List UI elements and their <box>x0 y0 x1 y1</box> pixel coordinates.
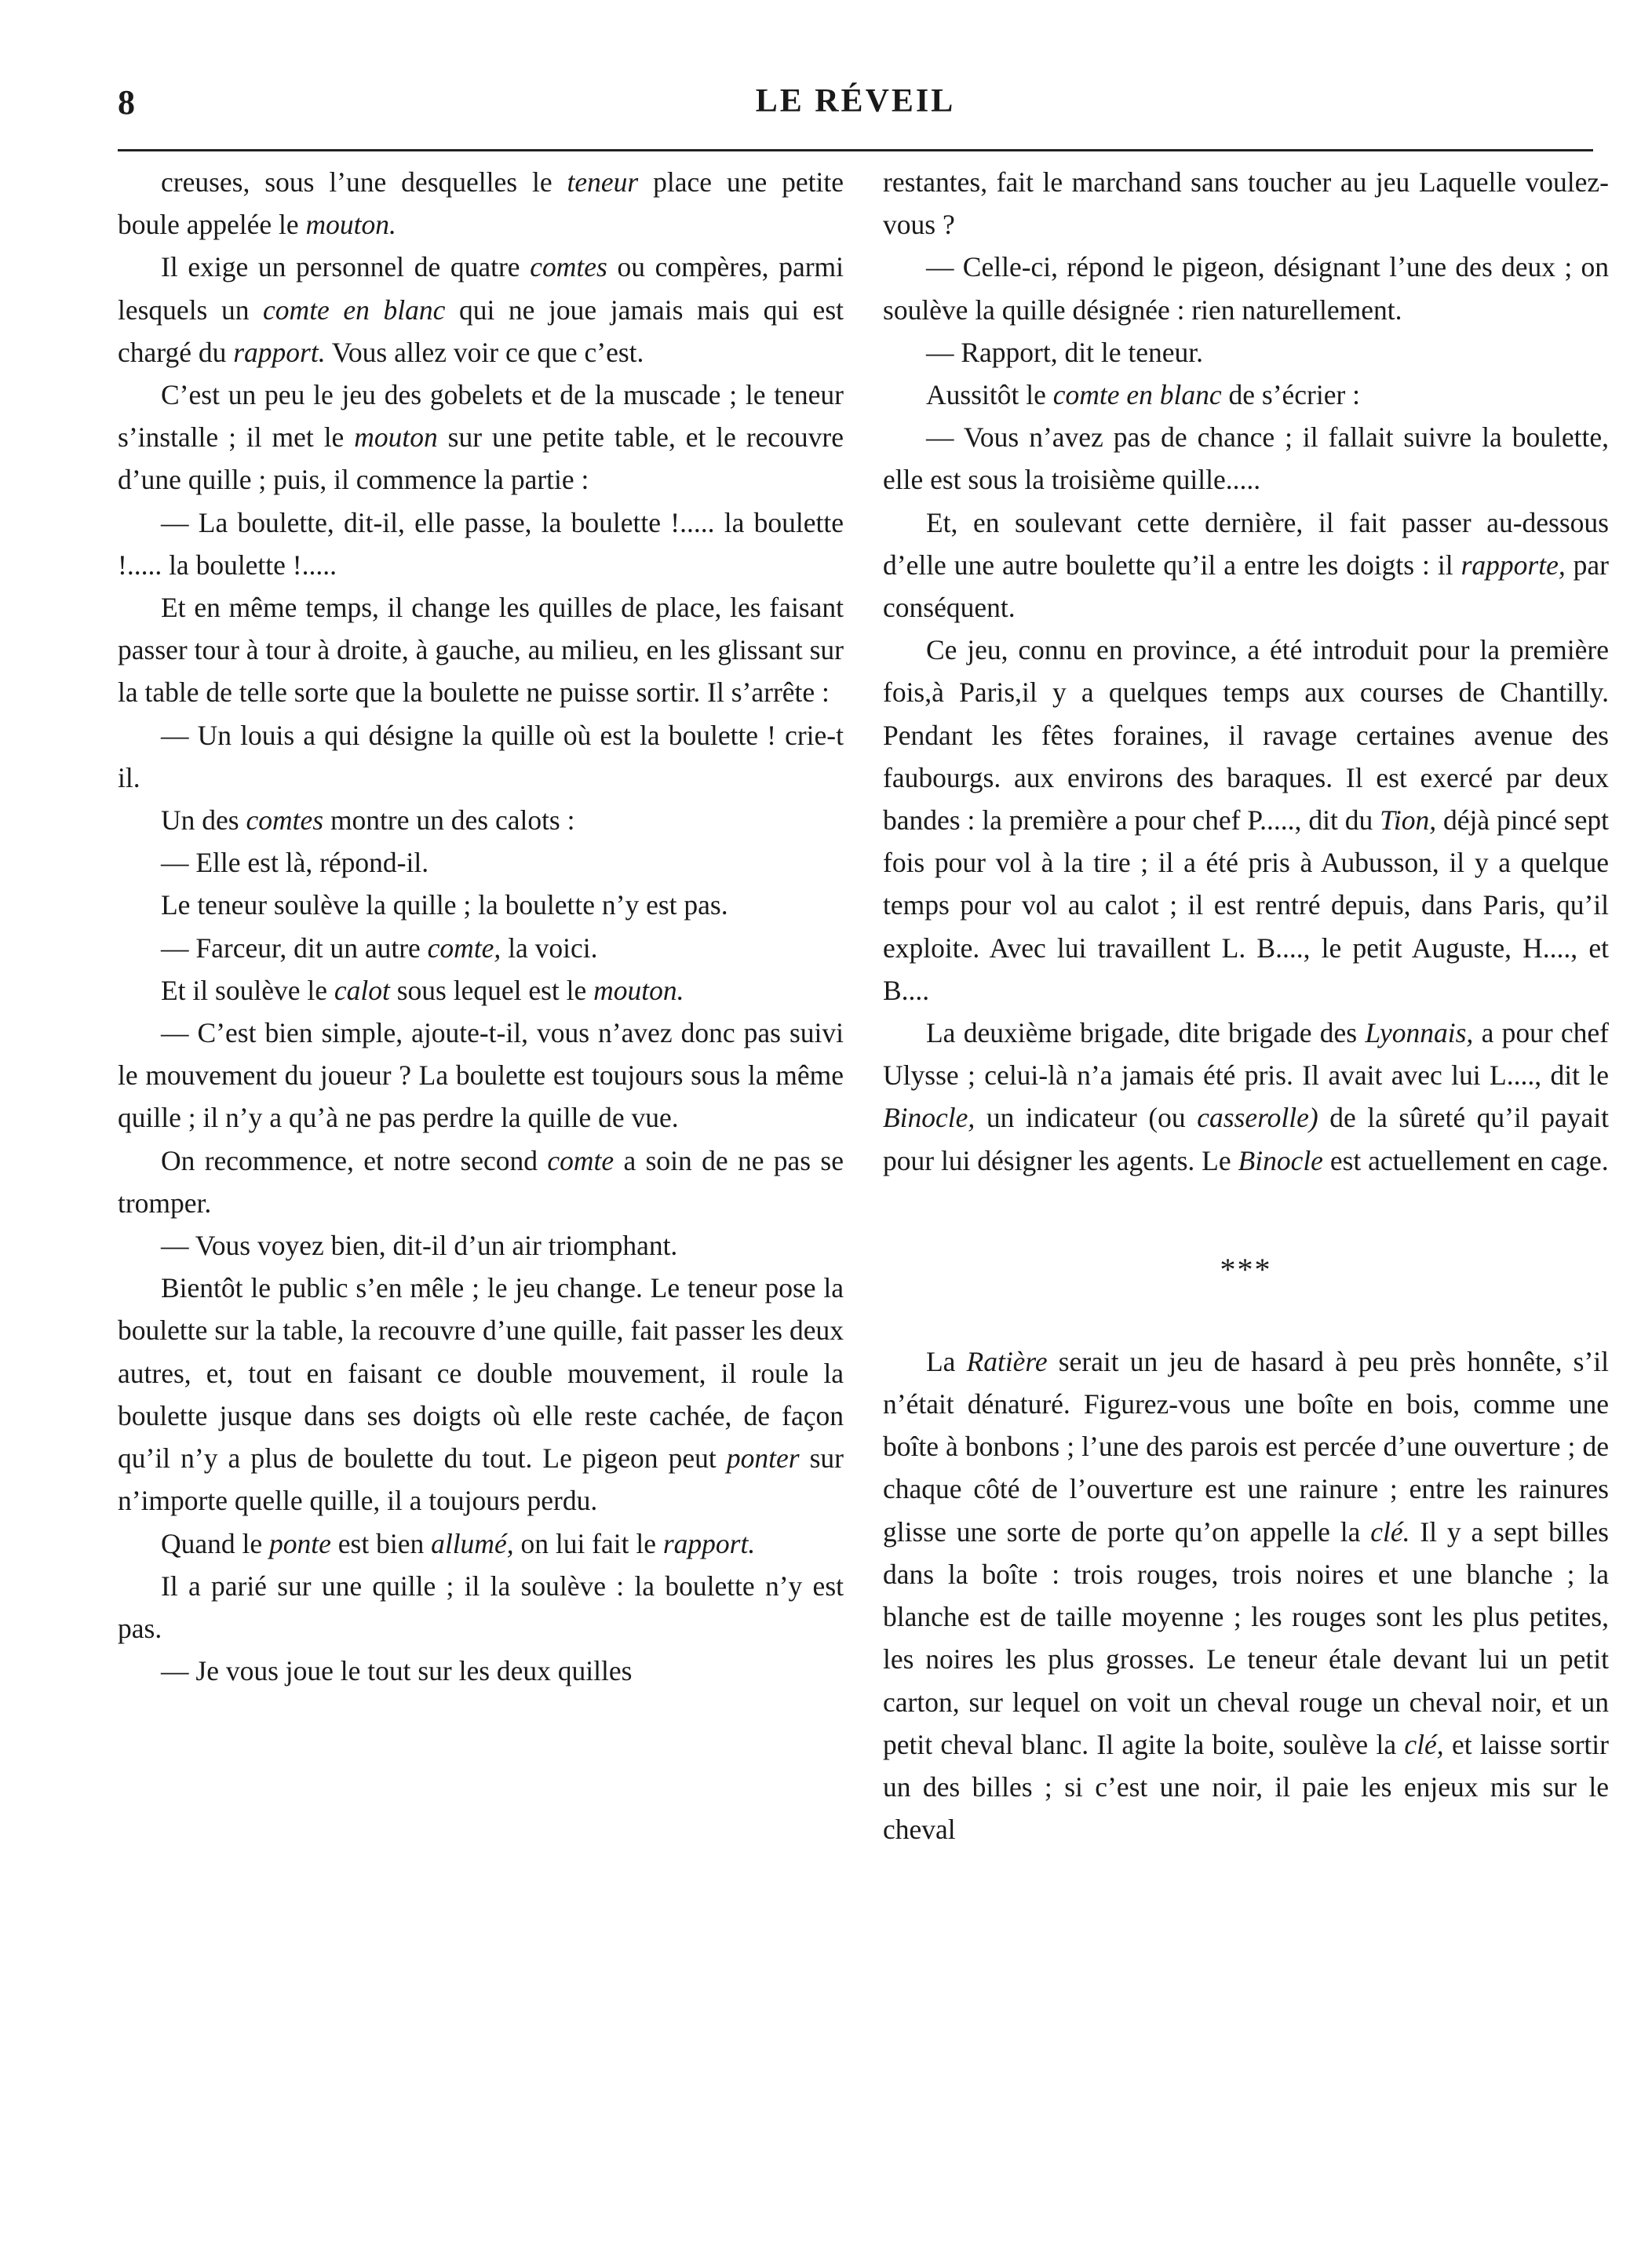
journal-title: LE RÉVEIL <box>755 83 956 119</box>
text-run: qui ne joue jamais mais qui est chargé du <box>118 294 844 368</box>
text-run: par conséquent. <box>883 549 1609 624</box>
text-run: Ce jeu, connu en province, a été introduit pour la première fois,à Paris,il y a quelques temps aux courses de Chantilly. Pendant les fêtes foraines, il ravage certaines avenue des faubourgs. aux environs des baraques. Il est exercé par deux bandes : la première a pour chef P....., dit du <box>883 634 1609 837</box>
text-run: — Vous n’avez pas de chance ; il fallait suivre la boulette, elle est sous la troisième quille..... <box>883 421 1609 496</box>
paragraph <box>118 374 844 501</box>
text-run: — Elle est là, répond-il. <box>161 847 429 879</box>
text-run: Quand le <box>161 1527 270 1559</box>
paragraph <box>883 629 1609 1012</box>
italic-term: rapport. <box>233 336 326 368</box>
paragraph <box>118 1012 844 1139</box>
paragraph <box>118 927 844 969</box>
text-run: sur n’importe quelle quille, il a toujours perdu. <box>118 1442 844 1517</box>
text-run: Et, en soulevant cette dernière, il fait passer au-dessous d’elle une autre boulette qu’il a entre les doigts : il <box>883 506 1609 581</box>
paragraph <box>118 586 844 714</box>
paragraph <box>883 1012 1609 1182</box>
italic-term: teneur <box>567 166 639 198</box>
italic-term: Lyonnais, <box>1365 1017 1474 1049</box>
text-run: — Rapport, dit le teneur. <box>926 336 1203 368</box>
paragraph <box>118 799 844 841</box>
right-column-bottom <box>883 1340 1609 1850</box>
text-run: La deuxième brigade, dite brigade des <box>926 1017 1366 1049</box>
italic-term: comte en blanc <box>263 294 446 326</box>
italic-term: comtes <box>530 251 607 283</box>
paragraph <box>118 969 844 1012</box>
italic-term: comte en blanc <box>1052 379 1222 411</box>
text-run: Et il soulève le <box>161 974 334 1006</box>
text-run: un indicateur (ou <box>975 1102 1198 1134</box>
text-run: on lui fait le <box>513 1527 663 1559</box>
text-run: Un des <box>161 804 246 837</box>
text-run: Il a parié sur une quille ; il la soulève : la boulette n’y est pas. <box>118 1570 844 1644</box>
page-number: 8 <box>118 83 135 122</box>
text-run: est actuellement en cage. <box>1322 1144 1609 1176</box>
page-header <box>118 82 1593 129</box>
text-run: On recommence, et notre second <box>161 1144 548 1176</box>
italic-term: comte <box>547 1144 614 1176</box>
text-run: de s’écrier : <box>1221 379 1361 411</box>
text-run: est bien <box>330 1527 432 1559</box>
italic-term: Binocle, <box>883 1102 976 1134</box>
paragraph <box>118 1522 844 1565</box>
paragraph <box>883 331 1609 374</box>
text-run: a soin de ne pas se tromper. <box>118 1144 844 1219</box>
text-run: place une petite boule appelée le <box>118 166 844 241</box>
text-run: restantes, fait le marchand sans toucher au jeu Laquelle voulez-vous ? <box>883 166 1609 241</box>
section-separator: *** <box>1220 1251 1272 1287</box>
paragraph <box>883 374 1609 416</box>
text-run: Le teneur soulève la quille ; la boulette n’y est pas. <box>161 889 728 921</box>
paragraph <box>118 714 844 799</box>
italic-term: Binocle <box>1238 1144 1323 1176</box>
text-run: de la sûreté qu’il payait pour lui désigner les agents. Le <box>883 1102 1609 1176</box>
text-run: La <box>926 1345 967 1377</box>
text-run: Il y a sept billes dans la boîte : trois rouges, trois noires et une blanche ; la blanche est de taille moyenne ; les rouges sont les plus petites, les noires les plus grosses. Le teneur étale devant lui un petit carton, sur lequel on voit un cheval rouge un cheval noir, et un petit cheval blanc. Il agite la boite, soulève la <box>883 1515 1609 1760</box>
text-run: Vous allez voir ce que c’est. <box>325 336 644 368</box>
paragraph <box>118 246 844 374</box>
text-run: sous lequel est le <box>389 974 594 1006</box>
right-column-top <box>883 161 1609 1182</box>
italic-term: rapport. <box>662 1527 756 1559</box>
text-run: — Un louis a qui désigne la quille où est la boulette ! crie-t il. <box>118 719 844 793</box>
paragraph <box>118 1139 844 1224</box>
paragraph <box>118 161 844 246</box>
paragraph <box>118 884 844 926</box>
paragraph <box>118 1224 844 1267</box>
italic-term: mouton. <box>593 974 684 1006</box>
text-run: — Celle-ci, répond le pigeon, désignant l’une des deux ; on soulève la quille désignée : rien naturellement. <box>883 251 1609 326</box>
text-run: Il exige un personnel de quatre <box>161 251 531 283</box>
right-column <box>883 161 1609 1850</box>
text-run: déjà pincé sept fois pour vol à la tire ; il a été pris à Aubusson, il y a quelque temps pour vol au calot ; il est rentré depuis, dans Paris, qu’il exploite. Avec lui travaillent L. B...., le petit Auguste, H...., et B.... <box>883 804 1609 1006</box>
paragraph <box>883 416 1609 501</box>
paragraph <box>883 1340 1609 1850</box>
left-column <box>118 161 844 1692</box>
text-run: — Je vous joue le tout sur les deux quilles <box>161 1655 633 1687</box>
text-run: Et en même temps, il change les quilles de place, les faisant passer tour à tour à droite, à gauche, au milieu, en les glissant sur la table de telle sorte que la boulette ne puisse sortir. Il s’arrête : <box>118 592 844 709</box>
header-rule <box>118 149 1593 151</box>
text-run: Aussitôt le <box>926 379 1053 411</box>
italic-term: mouton <box>354 421 438 454</box>
paragraph <box>118 1565 844 1650</box>
text-run: ou compères, parmi lesquels un <box>118 251 844 326</box>
text-run: a pour chef Ulysse ; celui-là n’a jamais été pris. Il avait avec lui L...., dit le <box>883 1017 1609 1092</box>
italic-term: Ratière <box>966 1345 1048 1377</box>
text-run: montre un des calots : <box>323 804 575 837</box>
text-run: serait un jeu de hasard à peu près honnête, s’il n’était dénaturé. Figurez-vous une boîte en bois, comme une boîte à bonbons ; l’une des parois est percée d’une ouverture ; de chaque côté de l’ouverture est une rainure ; entre les rainures glisse une sorte de porte qu’on appelle la <box>883 1345 1609 1548</box>
italic-term: ponte <box>269 1527 331 1559</box>
paragraph <box>883 501 1609 629</box>
text-run: C’est un peu le jeu des gobelets et de la muscade ; le teneur s’installe ; il met le <box>118 379 844 454</box>
text-run: — C’est bien simple, ajoute-t-il, vous n’avez donc pas suivi le mouvement du joueur ? La boulette est toujours sous la même quille ; il n’y a qu’à ne pas perdre la quille de vue. <box>118 1017 844 1134</box>
paragraph <box>118 1267 844 1522</box>
italic-term: casserolle) <box>1197 1102 1318 1134</box>
paragraph <box>118 501 844 586</box>
text-run: — La boulette, dit-il, elle passe, la boulette !..... la boulette !..... la boulette !..... <box>118 506 844 581</box>
text-run: Bientôt le public s’en mêle ; le jeu change. Le teneur pose la boulette sur la table, la recouvre d’une quille, fait passer les deux autres, et, tout en faisant ce double mouvement, il roule la boulette jusque dans ses doigts où elle reste cachée, de façon qu’il n’y a plus de boulette du tout. Le pigeon peut <box>118 1272 844 1475</box>
italic-term: rapporte, <box>1461 549 1566 581</box>
italic-term: mouton. <box>305 209 396 241</box>
paragraph <box>883 246 1609 330</box>
text-run: — Farceur, dit un autre <box>161 932 428 964</box>
text-run: creuses, sous l’une desquelles le <box>161 166 567 198</box>
italic-term: clé. <box>1370 1515 1410 1548</box>
text-run: — Vous voyez bien, dit-il d’un air triomphant. <box>161 1230 678 1262</box>
paragraph <box>118 841 844 884</box>
italic-term: clé, <box>1404 1728 1444 1760</box>
text-run: la voici. <box>501 932 598 964</box>
italic-term: calot <box>334 974 390 1006</box>
italic-term: comte, <box>427 932 501 964</box>
paragraph <box>118 1650 844 1692</box>
text-run: et laisse sortir un des billes ; si c’est une noir, il paie les enjeux mis sur le cheval <box>883 1728 1609 1846</box>
text-run: sur une petite table, et le recouvre d’une quille ; puis, il commence la partie : <box>118 421 844 496</box>
paragraph <box>883 161 1609 246</box>
italic-term: comtes <box>246 804 324 837</box>
italic-term: ponter <box>726 1442 800 1475</box>
italic-term: allumé, <box>431 1527 514 1559</box>
italic-term: Tion, <box>1380 804 1437 837</box>
